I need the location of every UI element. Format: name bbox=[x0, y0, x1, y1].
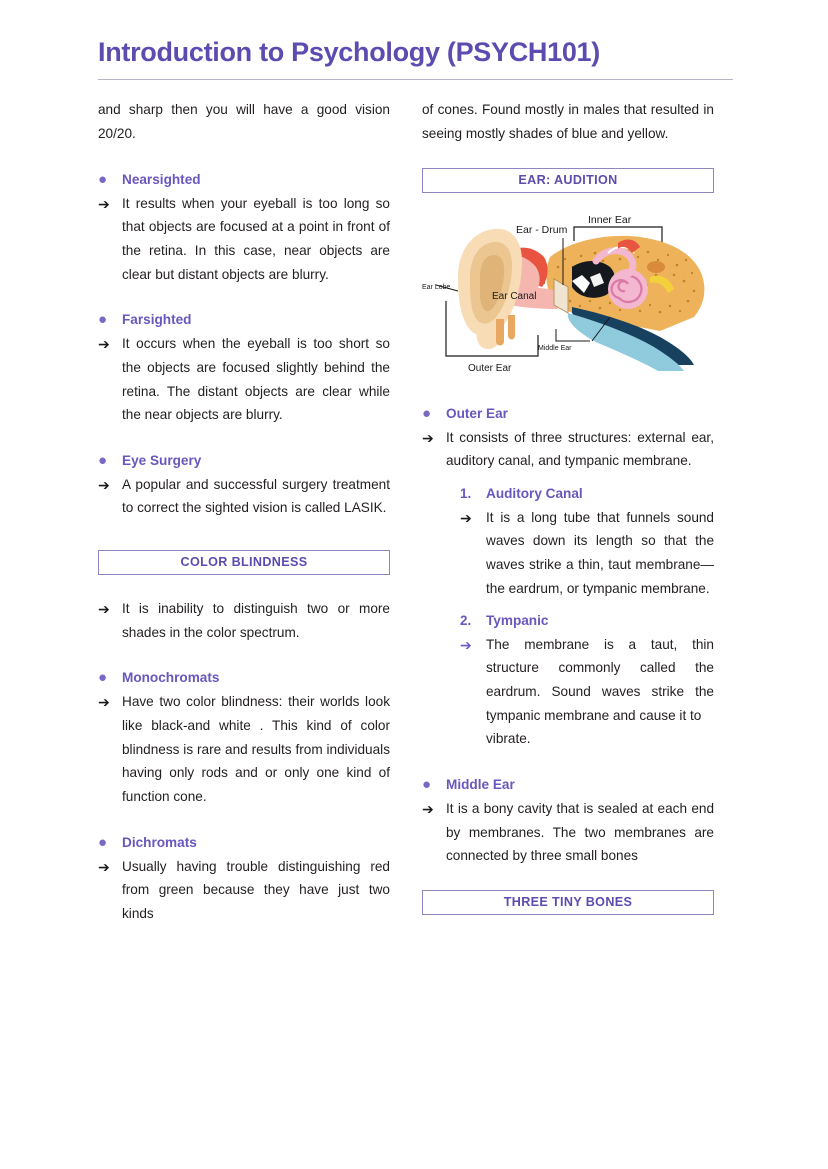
label-outer-ear: Outer Ear bbox=[468, 362, 512, 374]
body-text-tail: vibrate. bbox=[486, 731, 531, 747]
bullet-icon: ● bbox=[98, 833, 108, 851]
section-banner-three-tiny-bones: THREE TINY BONES bbox=[422, 890, 714, 915]
body-color-blindness-intro bbox=[98, 597, 390, 644]
list-number: 1. bbox=[460, 485, 472, 501]
spacer bbox=[422, 868, 714, 890]
spacer bbox=[98, 520, 390, 550]
heading-middle-ear bbox=[422, 773, 714, 797]
spacer bbox=[422, 146, 714, 168]
arrow-icon: ➔ bbox=[460, 509, 472, 526]
body-text: The membrane is a taut, thin structure commonly called the eardrum. Sound waves strike the tympanic membrane and cause it to bbox=[486, 636, 714, 723]
body-text: It consists of three structures: external ear, auditory canal, and tympanic membrane. bbox=[446, 429, 714, 469]
oval-window bbox=[647, 261, 665, 273]
heading-farsighted bbox=[98, 308, 390, 332]
body-text: It is a long tube that funnels sound waves down its length so that the waves strike a thin, taut membrane—the eardrum, or tympanic membrane. bbox=[486, 509, 714, 596]
body-text: Have two color blindness: their worlds look like black-and white . This kind of color blindness is rare and results from individuals having only rods and or only one kind of function cone. bbox=[122, 694, 390, 804]
outer-ear-sub-items bbox=[422, 482, 714, 751]
heading-label: Middle Ear bbox=[446, 777, 515, 792]
heading-label: Eye Surgery bbox=[122, 452, 202, 468]
heading-label: Dichromats bbox=[122, 834, 197, 850]
arrow-icon: ➔ bbox=[422, 801, 434, 817]
bullet-icon: ● bbox=[98, 311, 108, 329]
body-text: A popular and successful surgery treatment to correct the sighted vision is called LASIK. bbox=[122, 476, 390, 516]
body-text: It is a bony cavity that is sealed at each end by membranes. The two membranes are connected by three small bones bbox=[446, 801, 714, 864]
heading-eye-surgery bbox=[98, 449, 390, 473]
body-tympanic bbox=[460, 633, 714, 728]
body-tympanic-tail bbox=[460, 727, 714, 751]
heading-nearsighted bbox=[98, 168, 390, 192]
arrow-icon: ➔ bbox=[98, 476, 110, 493]
body-middle-ear bbox=[422, 797, 714, 868]
right-column bbox=[422, 98, 714, 925]
two-column-body bbox=[0, 80, 828, 925]
heading-monochromats bbox=[98, 666, 390, 690]
spacer-marker bbox=[460, 727, 486, 751]
body-text: Usually having trouble distinguishing red from green because they have just two kinds bbox=[122, 858, 390, 921]
right-continued-paragraph: of cones. Found mostly in males that resulted in seeing mostly shades of blue and yellow. bbox=[422, 102, 714, 142]
body-dichromats bbox=[98, 855, 390, 926]
label-ear-drum: Ear - Drum bbox=[516, 223, 568, 236]
label-ear-canal: Ear Canal bbox=[492, 290, 537, 302]
heading-label: Monochromats bbox=[122, 670, 220, 686]
left-continued-paragraph: and sharp then you will have a good vision 20/20. bbox=[98, 102, 390, 142]
heading-label: Nearsighted bbox=[122, 171, 201, 187]
page-header bbox=[0, 0, 828, 80]
heading-label: Outer Ear bbox=[446, 405, 508, 421]
bullet-icon: ● bbox=[422, 404, 432, 422]
arrow-icon: ➔ bbox=[98, 694, 110, 711]
bullet-icon: ● bbox=[98, 669, 108, 687]
arrow-icon: ➔ bbox=[98, 336, 110, 353]
label-inner-ear: Inner Ear bbox=[588, 213, 632, 226]
heading-auditory-canal bbox=[460, 482, 714, 506]
body-text: It results when your eyeball is too long so that objects are focused at a point in front of the retina. In this case, near objects are clear but distant objects are blurry. bbox=[122, 195, 390, 282]
page-title: Introduction to Psychology (PSYCH101) bbox=[98, 37, 600, 67]
arrow-icon: ➔ bbox=[98, 601, 110, 618]
section-banner-color-blindness: COLOR BLINDNESS bbox=[98, 550, 390, 575]
body-auditory-canal bbox=[460, 506, 714, 601]
bullet-icon: ● bbox=[98, 451, 108, 469]
bullet-icon: ● bbox=[422, 776, 432, 793]
heading-tympanic bbox=[460, 609, 714, 633]
body-outer-ear bbox=[422, 426, 714, 473]
heading-label: Auditory Canal bbox=[486, 485, 583, 501]
heading-label: Farsighted bbox=[122, 312, 192, 328]
body-monochromats bbox=[98, 690, 390, 808]
arrow-icon: ➔ bbox=[98, 195, 110, 212]
lobe-tube-1 bbox=[496, 319, 504, 346]
body-nearsighted bbox=[98, 192, 390, 287]
left-column bbox=[98, 98, 390, 925]
body-farsighted bbox=[98, 332, 390, 427]
bullet-icon: ● bbox=[98, 170, 108, 188]
lobe-tube-2 bbox=[508, 315, 515, 340]
spacer bbox=[98, 575, 390, 597]
heading-label: Tympanic bbox=[486, 613, 549, 629]
arrow-icon: ➔ bbox=[460, 636, 472, 653]
label-middle-ear: Middle Ear bbox=[538, 344, 572, 352]
heading-dichromats bbox=[98, 831, 390, 855]
body-text: It is inability to distinguish two or more shades in the color spectrum. bbox=[122, 601, 390, 640]
label-ear-lobe: Ear Lobe bbox=[422, 283, 451, 291]
ear-anatomy-figure bbox=[422, 205, 714, 380]
list-number: 2. bbox=[460, 613, 472, 629]
arrow-icon: ➔ bbox=[422, 429, 434, 446]
body-eye-surgery bbox=[98, 473, 390, 520]
arrow-icon: ➔ bbox=[98, 858, 110, 875]
heading-outer-ear bbox=[422, 402, 714, 426]
section-banner-ear-audition: EAR: AUDITION bbox=[422, 168, 714, 193]
body-text: It occurs when the eyeball is too short so the objects are focused slightly behind the retina. The distant objects are clear while the near objects are blurry. bbox=[122, 336, 390, 423]
